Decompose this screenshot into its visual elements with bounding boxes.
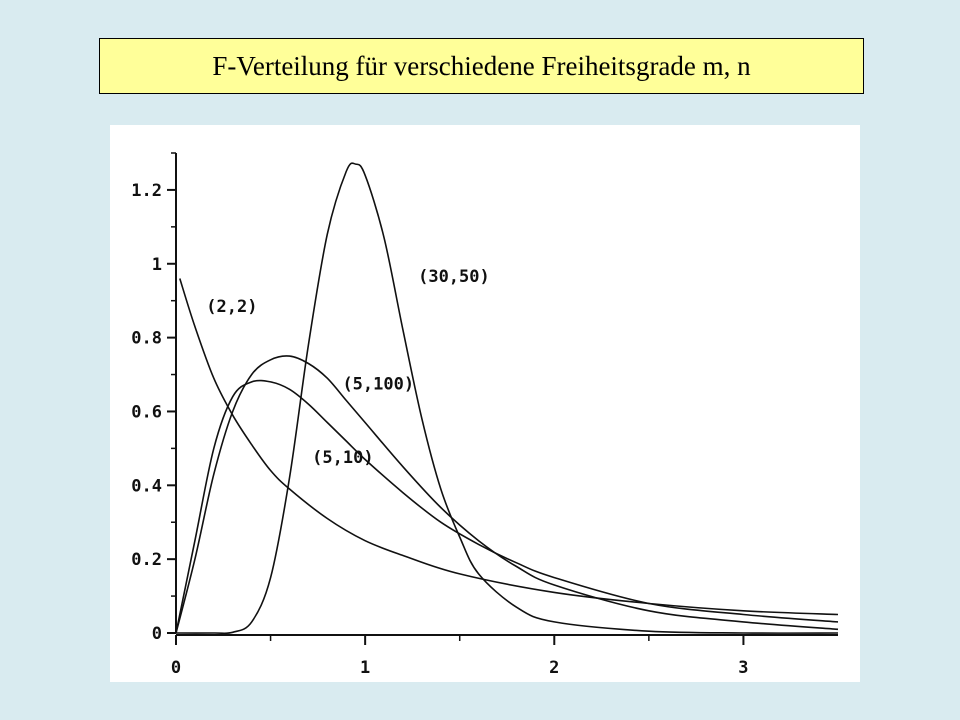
curve-5-100 <box>176 356 838 633</box>
y-tick-label: 0.6 <box>131 402 162 423</box>
y-tick-label: 1.2 <box>131 180 162 201</box>
curve-label-30-50: (30,50) <box>418 267 490 288</box>
curve-5-10 <box>176 381 838 633</box>
curve-30-50 <box>176 163 838 633</box>
y-tick-label: 0 <box>151 624 162 644</box>
plot-panel <box>110 125 860 682</box>
y-tick-label: 0.4 <box>131 476 162 497</box>
x-tick-label: 1 <box>360 658 371 678</box>
chart-title: F-Verteilung für verschiedene Freiheitsgrade m, n <box>99 38 864 94</box>
curve-label-5-10: (5,10) <box>312 448 374 469</box>
x-tick-label: 0 <box>170 658 182 678</box>
x-tick-label: 2 <box>549 658 560 678</box>
y-tick-label: 1 <box>151 254 162 275</box>
y-tick-label: 0.2 <box>131 550 162 571</box>
x-tick-label: 3 <box>738 658 749 678</box>
curve-label-2-2: (2,2) <box>206 296 258 317</box>
y-tick-label: 0.8 <box>131 328 162 349</box>
curve-2-2 <box>180 279 838 615</box>
f-distribution-chart <box>110 125 860 682</box>
curve-label-5-100: (5,100) <box>342 374 415 395</box>
